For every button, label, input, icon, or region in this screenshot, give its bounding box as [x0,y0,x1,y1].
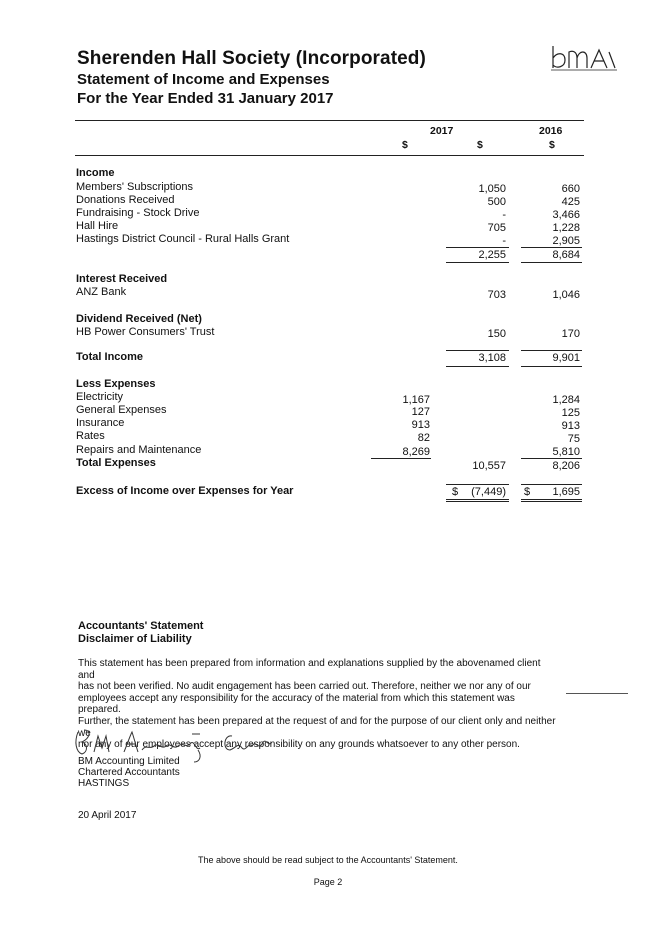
total-expenses-current: 10,557 [472,460,506,472]
income-subtotal-rule [446,247,509,248]
expense-row-detail: 1,167 [402,394,430,406]
expense-row-detail: 8,269 [402,446,430,458]
expense-row-detail: 82 [417,432,430,444]
expense-row-label: Electricity [76,391,124,403]
disclaimer-line: This statement has been prepared from information and explanations supplied by the abovenamed client and [78,658,541,681]
currency-prior-heading: $ [549,139,555,151]
interest-current: 703 [487,289,506,301]
expense-row-label: Repairs and Maintenance [76,444,202,456]
income-subtotal-rule [446,262,509,263]
excess-double-rule [446,499,509,500]
income-subtotal-rule [521,247,582,248]
income-row-label: Members' Subscriptions [76,181,194,193]
total-income-rule [521,350,582,351]
income-row-current: 1,050 [478,183,506,195]
dividend-label: HB Power Consumers' Trust [76,326,215,338]
excess-rule [521,484,582,485]
income-row-label: Hall Hire [76,220,119,232]
interest-heading: Interest Received [76,273,168,285]
income-row-label: Hastings District Council - Rural Halls Grant [76,233,290,245]
firm-name: BM Accounting Limited [78,756,180,767]
disclaimer-line: Further, the statement has been prepared at the request of and for the purpose of our client only and neither we [78,715,556,739]
expense-row-prior: 1,284 [552,394,580,406]
excess-current-currency: $ [452,486,459,498]
page-number: Page 2 [313,877,343,887]
disclaimer-line: nor any of our employees accept any responsibility on any grounds whatsoever to any other person. [78,739,520,751]
expense-row-label: General Expenses [76,404,167,416]
income-row-current: - [502,209,506,221]
income-row-current: 705 [487,222,506,234]
expense-row-prior: 125 [561,407,580,419]
excess-double-rule [446,501,509,502]
income-row-prior: 3,466 [552,209,580,221]
excess-double-rule [521,499,582,500]
excess-current-value: (7,449) [471,486,506,498]
income-row-label: Fundraising - Stock Drive [76,207,200,219]
expense-row-prior: 75 [567,433,580,445]
firm-descriptor: Chartered Accountants [78,767,180,778]
signed-date: 20 April 2017 [78,810,137,821]
margin-rule [566,693,628,694]
excess-prior-currency: $ [524,486,531,498]
bma-logo-icon [549,40,619,74]
column-header-divider [75,155,584,156]
disclaimer-line: has not been verified. No audit engagement has been carried out. Therefore, neither we nor any of our [78,681,531,693]
expense-row-prior: 5,810 [552,446,580,458]
year-current-heading: 2017 [430,125,454,137]
total-income-rule [521,366,582,367]
total-income-rule [446,350,509,351]
expenses-detail-rule [371,458,431,459]
expense-row-prior: 913 [561,420,580,432]
statement-subtitle: Statement of Income and Expenses [77,71,330,88]
income-row-prior: 660 [561,183,580,195]
currency-current-heading: $ [477,139,483,151]
total-expenses-label: Total Expenses [76,457,156,469]
income-subtotal-rule [521,262,582,263]
footer-note: The above should be read subject to the Accountants' Statement. [198,855,458,865]
income-heading: Income [76,167,115,179]
year-prior-heading: 2016 [539,125,563,137]
disclaimer-heading: Disclaimer of Liability [78,633,192,645]
income-row-current: - [502,235,506,247]
dividend-current: 150 [487,328,506,340]
expenses-prior-rule [521,458,582,459]
currency-detail-heading: $ [402,139,408,151]
header-divider [75,120,584,121]
expenses-heading: Less Expenses [76,378,156,390]
income-row-current: 500 [487,196,506,208]
income-subtotal-prior: 8,684 [552,249,580,261]
income-subtotal-current: 2,255 [478,249,506,261]
income-row-prior: 2,905 [552,235,580,247]
total-expenses-prior: 8,206 [552,460,580,472]
income-row-prior: 1,228 [552,222,580,234]
report-title: Sherenden Hall Society (Incorporated) [77,48,426,69]
period-subtitle: For the Year Ended 31 January 2017 [77,90,334,107]
disclaimer-line: employees accept any responsibility for the accuracy of the material from which this statement was prepared. [78,692,515,716]
firm-city: HASTINGS [78,778,130,789]
excess-prior-value: 1,695 [552,486,580,498]
dividend-heading: Dividend Received (Net) [76,313,202,325]
total-income-label: Total Income [76,351,144,363]
total-income-prior: 9,901 [552,352,580,364]
expense-row-detail: 913 [411,419,430,431]
expense-row-label: Insurance [76,417,125,429]
expense-row-detail: 127 [411,406,430,418]
total-income-rule [446,366,509,367]
interest-label: ANZ Bank [76,286,127,298]
interest-prior: 1,046 [552,289,580,301]
dividend-prior: 170 [561,328,580,340]
income-row-prior: 425 [561,196,580,208]
total-income-current: 3,108 [478,352,506,364]
income-row-label: Donations Received [76,194,175,206]
excess-rule [446,484,509,485]
excess-label: Excess of Income over Expenses for Year [76,485,294,497]
expense-row-label: Rates [76,430,105,442]
statement-heading: Accountants' Statement [78,620,204,632]
excess-double-rule [521,501,582,502]
